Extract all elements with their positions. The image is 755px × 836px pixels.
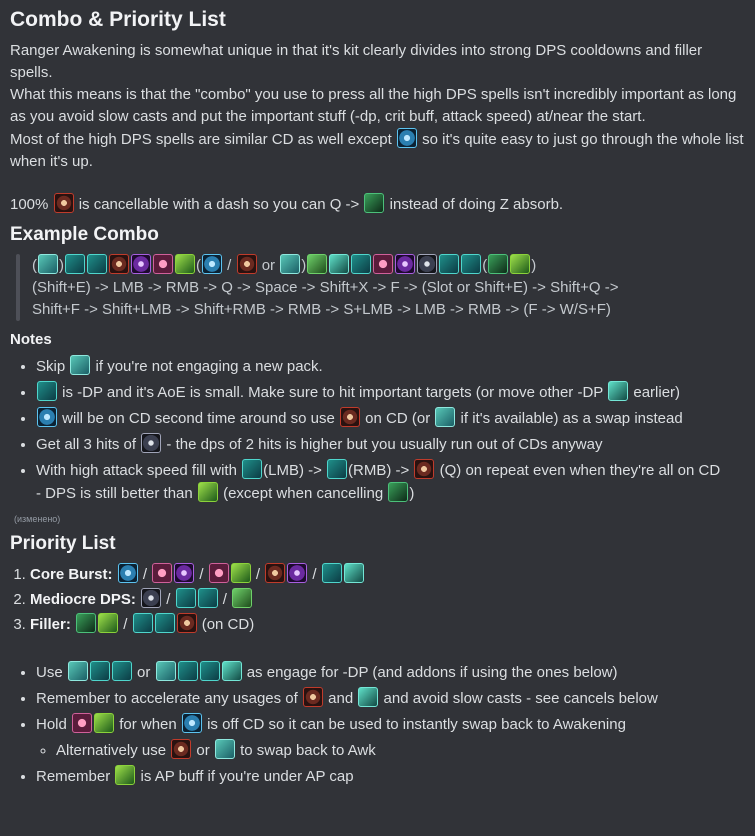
shift-q-skill-icon xyxy=(307,254,327,274)
q-skill-icon xyxy=(54,193,74,213)
q-skill-icon xyxy=(265,563,285,583)
edited-label: (изменено) xyxy=(14,514,61,524)
swap-skill-icon xyxy=(68,661,88,681)
shift-rmb-skill-icon xyxy=(373,254,393,274)
intro-paragraph: Most of the high DPS spells are similar CD as well except so it's quite easy to just go through the whole list when it's up. xyxy=(10,128,745,173)
shift-f-skill-icon xyxy=(344,563,364,583)
list-item: 3. Filler: / (on CD) xyxy=(30,613,745,636)
s-lmb-skill-icon xyxy=(417,254,437,274)
crit-buff-skill-icon xyxy=(182,713,202,733)
lmb-skill-icon xyxy=(178,661,198,681)
swap-skill-icon xyxy=(215,739,235,759)
swap-skill-icon xyxy=(156,661,176,681)
w-s-f-skill-icon xyxy=(510,254,530,274)
f-skill-icon xyxy=(388,482,408,502)
dash-skill-icon xyxy=(364,193,384,213)
w-s-f-skill-icon xyxy=(98,613,118,633)
rmb-skill-icon xyxy=(395,254,415,274)
f-skill-icon xyxy=(231,563,251,583)
rmb-skill-icon xyxy=(461,254,481,274)
s-lmb-skill-icon xyxy=(141,588,161,608)
shift-rmb-skill-icon xyxy=(174,563,194,583)
tips-list xyxy=(10,661,745,788)
w-s-f-skill-icon xyxy=(115,765,135,785)
shift-x-skill-icon xyxy=(72,713,92,733)
shift-lmb-skill-icon xyxy=(200,661,220,681)
f-skill-icon xyxy=(76,613,96,633)
crit-buff-skill-icon xyxy=(118,563,138,583)
q-skill-icon xyxy=(237,254,257,274)
combo-keys-line: (Shift+E) -> LMB -> RMB -> Q -> Space -> Shift+X -> F -> (Slot or Shift+E) -> Shift+Q -> xyxy=(32,279,619,296)
lmb-skill-icon xyxy=(176,588,196,608)
crit-buff-skill-icon xyxy=(397,128,417,148)
lmb-skill-icon xyxy=(90,661,110,681)
crit-buff-skill-icon xyxy=(37,407,57,427)
dp-skill-icon xyxy=(608,381,628,401)
shift-lmb-skill-icon xyxy=(351,254,371,274)
lmb-skill-icon xyxy=(65,254,85,274)
list-item: • Hold for when is off CD so it can be used to instantly swap back to Awakening ◦ Alternatively use or to swap back to Awk xyxy=(36,713,745,762)
page-title: Combo & Priority List xyxy=(10,8,226,31)
combo-blockquote xyxy=(16,254,745,321)
shift-f-skill-icon xyxy=(329,254,349,274)
list-item: • Get all 3 hits of - the dps of 2 hits is higher but you usually run out of CDs anyway xyxy=(36,433,745,456)
list-item: • Remember is AP buff if you're under AP cap xyxy=(36,765,745,788)
rmb-skill-icon xyxy=(198,588,218,608)
intro-paragraph: Ranger Awakening is somewhat unique in that it's kit clearly divides into strong DPS cooldowns and filler spells. xyxy=(10,42,703,81)
tips-sublist xyxy=(36,739,745,762)
list-item: • Skip if you're not engaging a new pack. xyxy=(36,355,745,378)
list-item: • will be on CD second time around so use on CD (or if it's available) as a swap instead xyxy=(36,407,745,430)
lmb-skill-icon xyxy=(133,613,153,633)
combo-keys-line: Shift+F -> Shift+LMB -> Shift+RMB -> RMB -> S+LMB -> LMB -> RMB -> (F -> W/S+F) xyxy=(32,301,611,318)
shift-lmb-skill-icon xyxy=(322,563,342,583)
list-item: • Remember to accelerate any usages of and and avoid slow casts - see cancels below xyxy=(36,687,745,710)
s-lmb-skill-icon xyxy=(141,433,161,453)
lmb-skill-icon xyxy=(439,254,459,274)
q-skill-icon xyxy=(303,687,323,707)
priority-list xyxy=(10,563,745,636)
f-skill-icon xyxy=(175,254,195,274)
list-item: • With high attack speed fill with (LMB) -> (RMB) -> (Q) on repeat even when they're all on CD - DPS is still better than (except when cancelling ) xyxy=(36,459,745,505)
section-heading-combo: Example Combo xyxy=(10,224,159,245)
w-s-f-skill-icon xyxy=(198,482,218,502)
f-skill-icon xyxy=(488,254,508,274)
list-item: 2. Mediocre DPS: / / xyxy=(30,588,745,611)
rmb-skill-icon xyxy=(87,254,107,274)
rmb-skill-icon xyxy=(112,661,132,681)
q-skill-icon xyxy=(177,613,197,633)
list-item: ◦ Alternatively use or to swap back to Awk xyxy=(56,739,745,762)
q-skill-icon xyxy=(109,254,129,274)
space-skill-icon xyxy=(131,254,151,274)
section-heading-notes: Notes xyxy=(10,331,52,348)
swap-skill-icon xyxy=(280,254,300,274)
lmb-skill-icon xyxy=(242,459,262,479)
space-skill-icon xyxy=(287,563,307,583)
swap-skill-icon xyxy=(70,355,90,375)
shift-q-skill-icon xyxy=(232,588,252,608)
list-item: • is -DP and it's AoE is small. Make sure to hit important targets (or move other -DP earlier) xyxy=(36,381,745,404)
swap-skill-icon xyxy=(435,407,455,427)
swap-skill-icon xyxy=(38,254,58,274)
f-skill-icon xyxy=(94,713,114,733)
notes-list xyxy=(10,355,745,505)
q-skill-icon xyxy=(340,407,360,427)
shift-x-skill-icon xyxy=(153,254,173,274)
shift-f-skill-icon xyxy=(222,661,242,681)
list-item: • Use or as engage for -DP (and addons if using the ones below) xyxy=(36,661,745,684)
shift-x-skill-icon xyxy=(209,563,229,583)
section-heading-priority: Priority List xyxy=(10,533,116,554)
shift-f-skill-icon xyxy=(358,687,378,707)
q-skill-icon xyxy=(414,459,434,479)
shift-x-skill-icon xyxy=(152,563,172,583)
intro-paragraph: 100% is cancellable with a dash so you can Q -> instead of doing Z absorb. xyxy=(10,193,745,216)
q-skill-icon xyxy=(171,739,191,759)
crit-buff-skill-icon xyxy=(202,254,222,274)
rmb-skill-icon xyxy=(37,381,57,401)
intro-paragraph: What this means is that the "combo" you use to press all the high DPS spells isn't incredibly important as long as you avoid slow casts and put the important stuff (-dp, crit buff, attack speed) at/near the start. xyxy=(10,86,737,125)
rmb-skill-icon xyxy=(155,613,175,633)
list-item: 1. Core Burst: / / / / xyxy=(30,563,745,586)
rmb-skill-icon xyxy=(327,459,347,479)
combo-icon-line: ( ) ( / or ) ( ) xyxy=(32,254,618,277)
